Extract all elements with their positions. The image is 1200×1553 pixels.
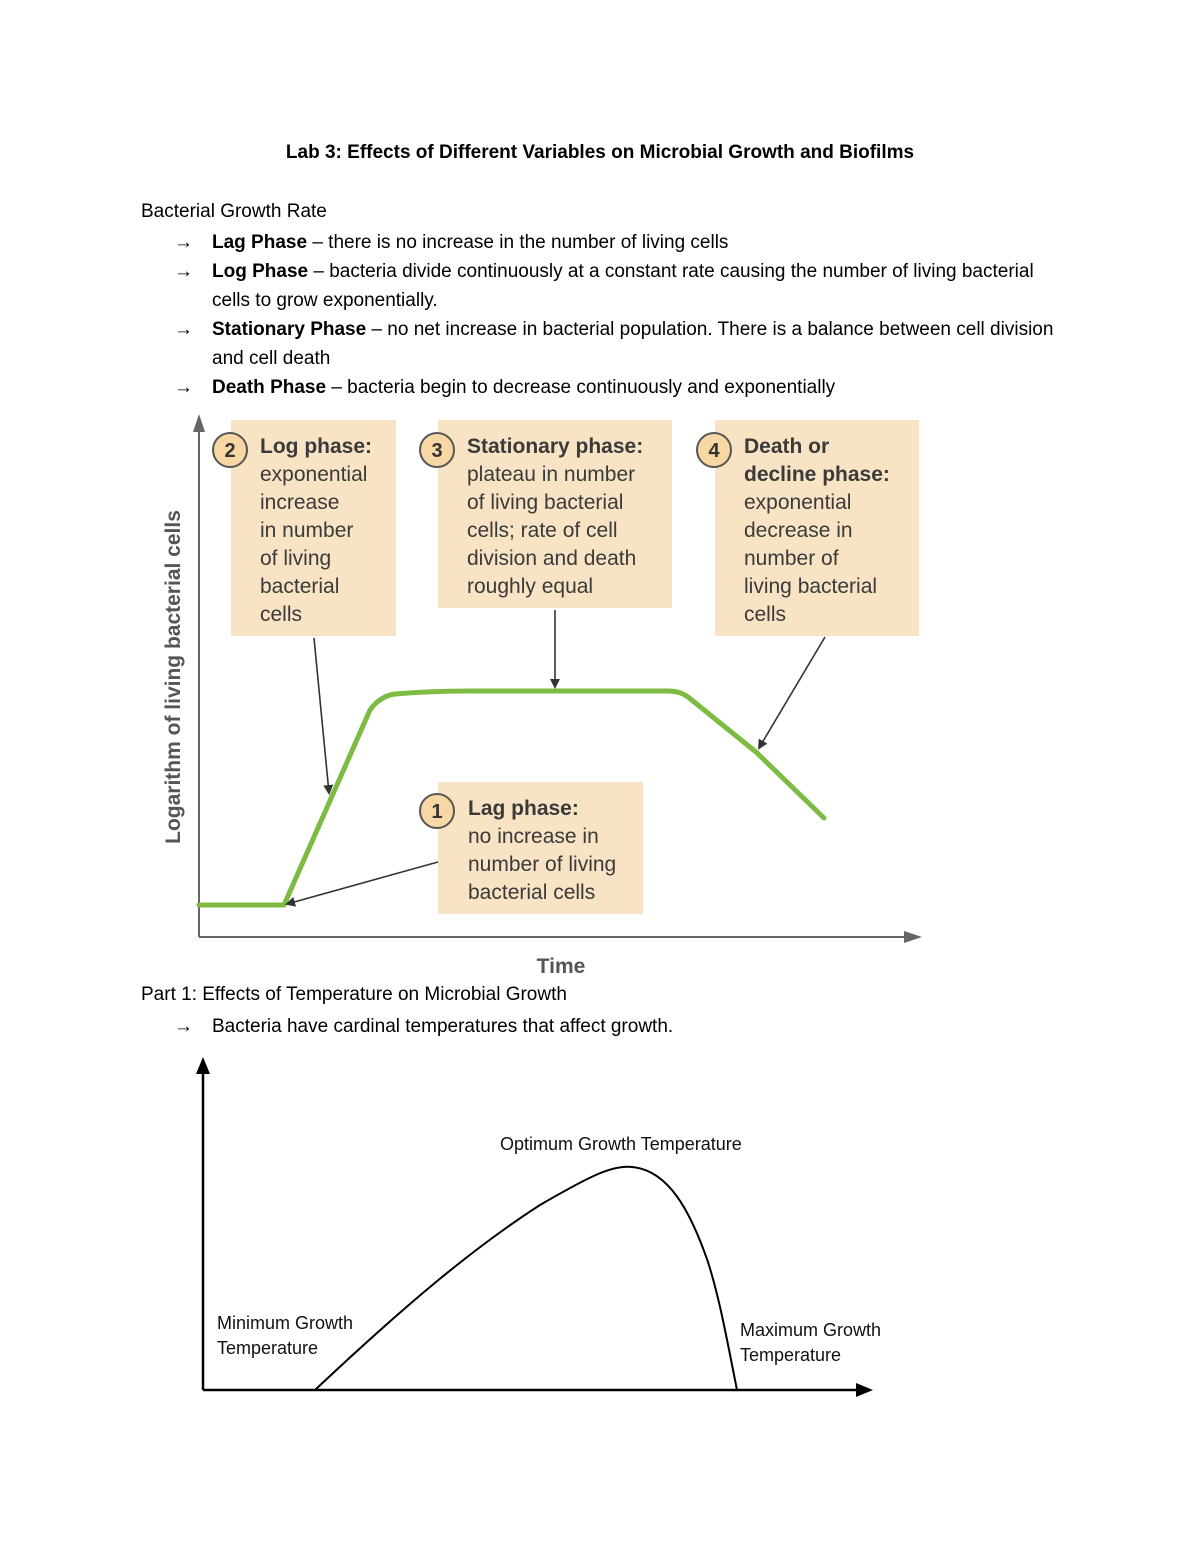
callout-line: no increase in bbox=[468, 825, 599, 848]
callout-line: number of bbox=[744, 547, 839, 570]
callout-line: cells; rate of cell bbox=[467, 519, 618, 542]
callout-line: living bacterial bbox=[744, 575, 878, 598]
section-heading-growth-rate: Bacterial Growth Rate bbox=[141, 201, 327, 222]
callout-title: Log phase: bbox=[260, 435, 373, 458]
death-phase-pointer bbox=[759, 637, 825, 748]
callout-line: of living bacterial bbox=[467, 491, 624, 514]
temperature-curve-figure bbox=[0, 1040, 1200, 1410]
callout-line: plateau in number bbox=[467, 463, 636, 486]
minimum-temperature-label: Temperature bbox=[217, 1338, 319, 1358]
x-axis-arrowhead bbox=[904, 931, 922, 943]
bullet-text: – no net increase in bacterial population. There is a balance between cell division and cell death bbox=[212, 319, 1054, 369]
bullet-text: – bacteria begin to decrease continuously and exponentially bbox=[326, 377, 836, 398]
arrow-icon: → bbox=[174, 319, 193, 340]
callout-line: increase bbox=[260, 491, 340, 514]
document-title: Lab 3: Effects of Different Variables on Microbial Growth and Biofilms bbox=[285, 142, 915, 163]
callout-line: bacterial bbox=[260, 575, 340, 598]
y-axis-label: Logarithm of living bacterial cells bbox=[162, 510, 185, 844]
section-heading-temperature: Part 1: Effects of Temperature on Microbial Growth bbox=[141, 984, 567, 1005]
callout-line: cells bbox=[260, 603, 303, 626]
callout-title: Stationary phase: bbox=[467, 435, 644, 458]
bullet-term: Stationary Phase bbox=[212, 319, 367, 340]
lag-phase-callout bbox=[420, 782, 643, 914]
callout-line: cells bbox=[744, 603, 787, 626]
bullet-term: Log Phase bbox=[212, 261, 309, 282]
log-phase-callout bbox=[213, 420, 396, 636]
y-axis-arrowhead bbox=[193, 414, 205, 432]
x-axis-arrowhead bbox=[856, 1383, 873, 1397]
callout-line: division and death bbox=[467, 547, 637, 570]
minimum-temperature-label: Minimum Growth bbox=[217, 1313, 354, 1333]
badge-number: 2 bbox=[224, 440, 236, 462]
log-phase-pointer bbox=[314, 638, 329, 793]
callout-line: number of living bbox=[468, 853, 617, 876]
lag-phase-pointer bbox=[287, 862, 438, 904]
badge-number: 3 bbox=[431, 440, 443, 462]
callout-line: of living bbox=[260, 547, 332, 570]
callout-line: roughly equal bbox=[467, 575, 594, 598]
arrow-icon: → bbox=[174, 232, 193, 253]
callout-title: Death or bbox=[744, 435, 830, 458]
badge-number: 1 bbox=[431, 801, 443, 823]
bullet-text: – bacteria divide continuously at a constant rate causing the number of living bacterial cells to grow exponentially. bbox=[212, 261, 1034, 311]
bullet-text: – there is no increase in the number of living cells bbox=[307, 232, 729, 253]
death-phase-callout bbox=[697, 420, 919, 636]
bullet-text: Bacteria have cardinal temperatures that affect growth. bbox=[212, 1016, 674, 1037]
arrow-icon: → bbox=[174, 1016, 193, 1037]
arrow-icon: → bbox=[174, 377, 193, 398]
arrow-icon: → bbox=[174, 261, 193, 282]
y-axis-arrowhead bbox=[196, 1057, 210, 1074]
badge-number: 4 bbox=[708, 440, 720, 462]
bullet-term: Lag Phase bbox=[212, 232, 308, 253]
callout-line: exponential bbox=[260, 463, 368, 486]
callout-title: decline phase: bbox=[744, 463, 890, 486]
callout-line: in number bbox=[260, 519, 354, 542]
callout-line: bacterial cells bbox=[468, 881, 596, 904]
bullet-term: Death Phase bbox=[212, 377, 327, 398]
maximum-temperature-label: Temperature bbox=[740, 1345, 842, 1365]
callout-line: exponential bbox=[744, 491, 852, 514]
stationary-phase-callout bbox=[420, 420, 672, 608]
callout-line: decrease in bbox=[744, 519, 853, 542]
optimum-temperature-label: Optimum Growth Temperature bbox=[500, 1134, 742, 1154]
callout-title: Lag phase: bbox=[468, 797, 579, 820]
list-item bbox=[174, 1012, 1074, 1041]
x-axis-label: Time bbox=[536, 955, 586, 978]
maximum-temperature-label: Maximum Growth bbox=[740, 1320, 882, 1340]
temperature-curve-line bbox=[315, 1167, 737, 1390]
